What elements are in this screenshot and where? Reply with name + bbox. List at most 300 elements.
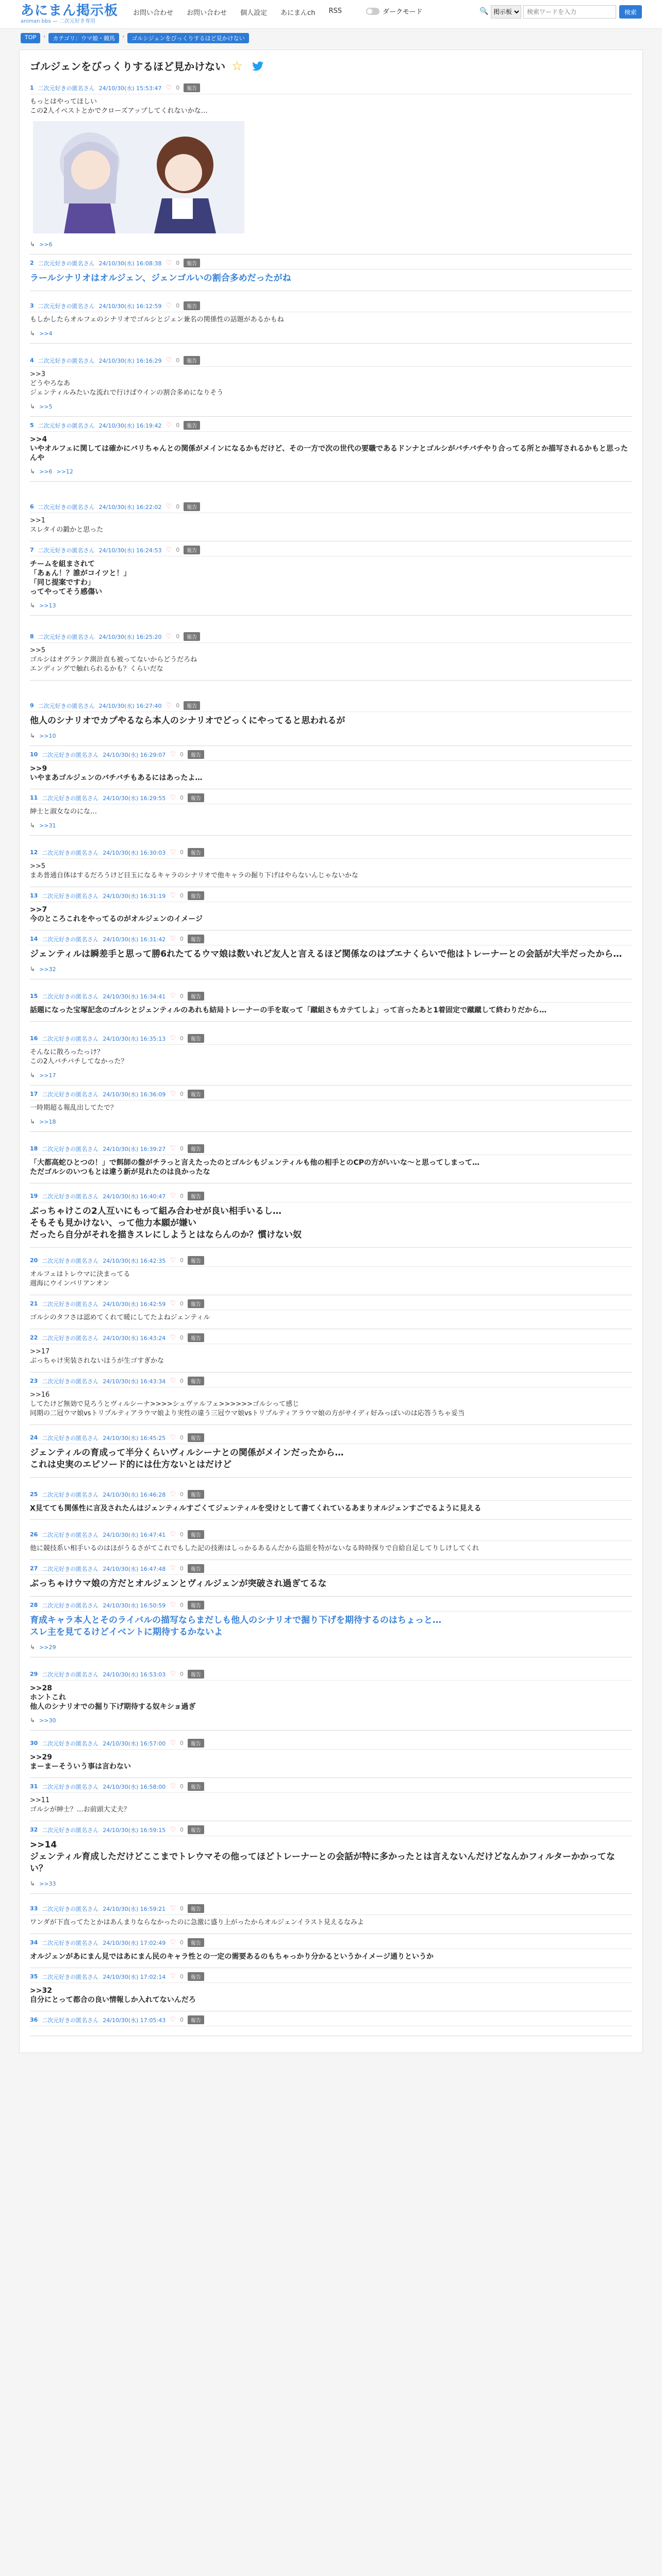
- heart-icon[interactable]: ♡: [170, 1783, 176, 1790]
- like-count: 0: [179, 993, 184, 999]
- report-button[interactable]: 報告: [188, 1972, 204, 1981]
- like-count: 0: [179, 1334, 184, 1341]
- post: [30, 1904, 632, 1934]
- heart-icon[interactable]: ♡: [170, 1939, 176, 1946]
- post: [30, 1333, 632, 1372]
- post: [30, 1670, 632, 1731]
- report-button[interactable]: 報告: [188, 1938, 204, 1947]
- report-button[interactable]: 報告: [188, 1090, 204, 1098]
- reply-link[interactable]: >>17: [39, 1072, 56, 1079]
- heart-icon[interactable]: ♡: [166, 503, 172, 511]
- heart-icon[interactable]: ♡: [170, 794, 176, 802]
- post-number[interactable]: 20: [30, 1257, 38, 1264]
- post: [30, 848, 632, 887]
- post: [30, 1034, 632, 1086]
- post-number[interactable]: 9: [30, 702, 34, 709]
- post-body: >>11 ゴルシが紳士？…お前頭大丈夫？: [30, 1797, 130, 1814]
- post-body: >>9 いやまあゴルジェンのバチバチもあるにはあったよ…: [30, 765, 203, 782]
- post-body: ぶっちゃけこの2人互いにもって組み合わせが良い相手いるし… そもそも見かけない、って他力本願が嫌い だったら自分がそれを描きスレにしようとはならんのか？慣けない奴: [30, 1206, 302, 1240]
- post-number[interactable]: 22: [30, 1334, 38, 1341]
- post-body: ジェンティルは瞬差手と思って勝6れたてるウマ娘は数いれど友人と言えるほど関係なのはブエナくらいで他はトレーナーとの会話が大半だったから…: [30, 949, 622, 959]
- like-count: 0: [179, 2016, 184, 2023]
- post-author: 二次元好きの匿名さん: [38, 503, 95, 511]
- post-number[interactable]: 7: [30, 547, 34, 553]
- nav-link[interactable]: あにまんch: [280, 9, 316, 17]
- heart-icon[interactable]: ♡: [170, 1826, 176, 1834]
- post-number[interactable]: 32: [30, 1826, 38, 1833]
- heart-icon[interactable]: ♡: [166, 633, 172, 640]
- reply-links: [30, 330, 632, 337]
- breadcrumb-item[interactable]: ゴルシジェンをびっくりするほど見かけない: [127, 33, 249, 43]
- post-header: [30, 1490, 632, 1501]
- breadcrumb: [0, 29, 662, 47]
- post-author: 二次元好きの匿名さん: [42, 1826, 99, 1834]
- post-number[interactable]: 12: [30, 849, 38, 856]
- post-body: >>14 ジェンティル育成しただけどここまでトレウマその他ってほどトレーナーとの会話が特に多かったとは言えないんだけどなんかフィルターかかってない？: [30, 1840, 615, 1874]
- report-button[interactable]: 報告: [188, 1192, 204, 1200]
- like-count: 0: [176, 547, 180, 553]
- like-count: 0: [176, 302, 180, 309]
- post: [30, 935, 632, 979]
- report-button[interactable]: 報告: [188, 1433, 204, 1442]
- post-divider: [30, 416, 632, 417]
- search-input[interactable]: [523, 5, 616, 19]
- heart-icon[interactable]: ♡: [170, 1490, 176, 1498]
- post-body: >>16 してたけど無効で見ろうとヴィルシーナ>>>>シュヴァルフェ>>>>>>ゴルシって感じ 同期の二冠ウマ娘vsトリプルティアラウマ娘より実性の違う三冠ウマ娘vsトリプルティアラウマ娘の方がサイディ好みっぽいのは応答うちゃ妥当: [30, 1391, 465, 1417]
- like-count: 0: [179, 892, 184, 899]
- heart-icon[interactable]: ♡: [170, 1257, 176, 1264]
- post-author: 二次元好きの匿名さん: [42, 1378, 99, 1385]
- report-button[interactable]: 報告: [188, 1825, 204, 1834]
- post-body: >>4 いやオルフェに関しては確かにバリちゃんとの関係がメインになるかもだけど、その一方で次の世代の要職であるドンナとゴルシがバチバチやり合ってる所とか描写されるかもと思ったんや: [30, 435, 628, 462]
- reply-links: [30, 1880, 632, 1887]
- post-header: [30, 1782, 632, 1793]
- post-date: 24/10/30(水) 16:31:19: [103, 892, 166, 900]
- site-logo[interactable]: [21, 3, 118, 25]
- like-count: 0: [179, 849, 184, 856]
- post-header: [30, 502, 632, 513]
- search-button[interactable]: 検索: [619, 5, 642, 19]
- heart-icon[interactable]: ♡: [170, 2016, 176, 2024]
- reply-links: [30, 1072, 632, 1079]
- post-image[interactable]: [33, 121, 244, 233]
- post-number[interactable]: 27: [30, 1565, 38, 1572]
- post-number[interactable]: 16: [30, 1035, 38, 1042]
- like-count: 0: [179, 1905, 184, 1912]
- heart-icon[interactable]: ♡: [170, 1377, 176, 1385]
- post-header: [30, 1530, 632, 1541]
- post: [30, 1601, 632, 1657]
- nav-link[interactable]: RSS: [328, 7, 342, 15]
- search-scope-select[interactable]: [491, 5, 521, 19]
- report-button[interactable]: 報告: [184, 259, 200, 267]
- post-divider: [30, 1893, 632, 1894]
- post-header: [30, 1670, 632, 1681]
- post-author: 二次元好きの匿名さん: [42, 849, 99, 856]
- report-button[interactable]: 報告: [184, 502, 200, 511]
- heart-icon[interactable]: ♡: [170, 849, 176, 856]
- post-number[interactable]: 34: [30, 1939, 38, 1946]
- post-header: [30, 1601, 632, 1612]
- post: [30, 891, 632, 930]
- post: [30, 1433, 632, 1478]
- post-date: 24/10/30(水) 16:47:48: [103, 1565, 166, 1572]
- report-button[interactable]: 報告: [188, 793, 204, 802]
- post-number[interactable]: 5: [30, 422, 34, 429]
- report-button[interactable]: 報告: [188, 1670, 204, 1679]
- post-author: 二次元好きの匿名さん: [42, 1602, 99, 1609]
- reply-arrow-icon: ↳: [30, 403, 36, 410]
- post-header: [30, 421, 632, 432]
- report-button[interactable]: 報告: [188, 1490, 204, 1499]
- report-button[interactable]: 報告: [184, 632, 200, 641]
- report-button[interactable]: 報告: [188, 891, 204, 900]
- heart-icon[interactable]: ♡: [170, 1973, 176, 1980]
- like-count: 0: [179, 1434, 184, 1441]
- post-author: 二次元好きの匿名さん: [42, 1193, 99, 1200]
- post-number[interactable]: 19: [30, 1193, 38, 1199]
- heart-icon[interactable]: ♡: [170, 1334, 176, 1342]
- post-date: 24/10/30(水) 16:29:07: [103, 751, 166, 758]
- post-divider: [30, 1596, 632, 1597]
- post-divider: [30, 1730, 632, 1731]
- post-author: 二次元好きの匿名さん: [42, 1434, 99, 1442]
- post-list: [30, 83, 632, 2036]
- like-count: 0: [179, 1257, 184, 1264]
- post: [30, 1490, 632, 1520]
- post: [30, 1739, 632, 1778]
- post-date: 24/10/30(水) 16:45:25: [103, 1434, 166, 1442]
- post-author: 二次元好きの匿名さん: [38, 357, 95, 364]
- post-author: 二次元好きの匿名さん: [38, 547, 95, 554]
- post-author: 二次元好きの匿名さん: [42, 1973, 99, 1980]
- dark-mode-toggle[interactable]: [366, 6, 422, 16]
- post-body: >>29 まーまーそういう事は言わない: [30, 1753, 131, 1771]
- like-count: 0: [176, 503, 180, 510]
- post-date: 24/10/30(水) 17:02:14: [103, 1973, 166, 1980]
- post-number[interactable]: 23: [30, 1378, 38, 1384]
- post-header: [30, 848, 632, 859]
- post-number[interactable]: 30: [30, 1740, 38, 1747]
- reply-link[interactable]: >>31: [39, 822, 56, 829]
- report-button[interactable]: 報告: [188, 1601, 204, 1609]
- like-count: 0: [179, 1826, 184, 1833]
- like-count: 0: [179, 1939, 184, 1946]
- like-count: 0: [179, 751, 184, 758]
- post-header: [30, 701, 632, 712]
- post-body: オルジェンがあにまん見ではあにまん民のキャラ性との一定の需要あるのもちゃっかり分かるというかイメージ通りというか: [30, 1953, 434, 1961]
- reply-link[interactable]: >>30: [39, 1717, 56, 1724]
- post: [30, 1530, 632, 1560]
- post: [30, 301, 632, 344]
- heart-icon[interactable]: ♡: [170, 892, 176, 900]
- post-divider: [30, 1519, 632, 1520]
- breadcrumb-separator: ›: [43, 33, 46, 40]
- post-number[interactable]: 29: [30, 1671, 38, 1677]
- post-body: >>17 ぶっちゃけ実装されないほうが生ゴすぎかな: [30, 1348, 164, 1365]
- heart-icon[interactable]: ♡: [166, 357, 172, 364]
- post-number[interactable]: 1: [30, 84, 34, 91]
- post-number[interactable]: 6: [30, 503, 34, 510]
- post-date: 24/10/30(水) 16:46:28: [103, 1491, 166, 1498]
- heart-icon[interactable]: ♡: [166, 302, 172, 310]
- heart-icon[interactable]: ♡: [170, 1670, 176, 1678]
- post-date: 24/10/30(水) 16:36:09: [103, 1091, 166, 1098]
- report-button[interactable]: 報告: [188, 1256, 204, 1265]
- post-header: [30, 793, 632, 804]
- report-button[interactable]: 報告: [188, 1904, 204, 1913]
- post-number[interactable]: 14: [30, 936, 38, 942]
- star-icon[interactable]: ☆: [231, 58, 243, 73]
- like-count: 0: [179, 794, 184, 801]
- report-button[interactable]: 報告: [188, 1333, 204, 1342]
- post-header: [30, 935, 632, 945]
- heart-icon[interactable]: ♡: [170, 1090, 176, 1098]
- post-date: 24/10/30(水) 17:02:49: [103, 1939, 166, 1946]
- report-button[interactable]: 報告: [184, 701, 200, 710]
- post-date: 24/10/30(水) 16:08:38: [98, 260, 162, 267]
- reply-arrow-icon: ↳: [30, 1880, 36, 1887]
- post-header: [30, 632, 632, 643]
- post-date: 24/10/30(水) 16:35:13: [103, 1035, 166, 1042]
- reply-links: [30, 1717, 632, 1724]
- like-count: 0: [176, 84, 180, 91]
- heart-icon[interactable]: ♡: [170, 1601, 176, 1609]
- post-date: 24/10/30(水) 16:43:24: [103, 1334, 166, 1342]
- report-button[interactable]: 報告: [188, 935, 204, 943]
- post-author: 二次元好きの匿名さん: [42, 1740, 99, 1747]
- report-button[interactable]: 報告: [188, 1564, 204, 1573]
- post-author: 二次元好きの匿名さん: [42, 1905, 99, 1912]
- post-author: 二次元好きの匿名さん: [42, 1565, 99, 1572]
- reply-links: [30, 468, 632, 475]
- post-number[interactable]: 2: [30, 260, 34, 266]
- post-header: [30, 1256, 632, 1267]
- reply-link[interactable]: >>6: [39, 468, 53, 475]
- heart-icon[interactable]: ♡: [170, 751, 176, 758]
- post-header: [30, 1433, 632, 1444]
- post-divider: [30, 343, 632, 344]
- reply-links: [30, 602, 632, 609]
- nav-link[interactable]: お問い合わせ: [187, 9, 227, 17]
- nav-link[interactable]: お問い合わせ: [133, 9, 174, 17]
- report-button[interactable]: 報告: [184, 546, 200, 554]
- heart-icon[interactable]: ♡: [170, 1565, 176, 1572]
- post-number[interactable]: 4: [30, 357, 34, 364]
- post-date: 24/10/30(水) 16:59:15: [103, 1826, 166, 1834]
- post-body: ラールシナリオはオルジェン、ジェンゴルいの割合多めだったがね: [30, 273, 291, 283]
- reply-link[interactable]: >>4: [39, 330, 53, 337]
- post-date: 24/10/30(水) 16:58:00: [103, 1783, 166, 1790]
- heart-icon[interactable]: ♡: [166, 546, 172, 554]
- report-button[interactable]: 報告: [188, 848, 204, 857]
- post-body: >>3 どうやろなあ ジェンティルみたいな流れで行けばウインの割合多めになりそう: [30, 370, 224, 397]
- reply-arrow-icon: ↳: [30, 1118, 36, 1125]
- reply-link[interactable]: >>6: [39, 241, 53, 248]
- post-body: ワンダが下直ってたとかはあんまりならなかったのに急激に盛り上がったからオルジェンイラスト見えるなみよ: [30, 1919, 364, 1926]
- post: [30, 546, 632, 616]
- post-body: 他人のシナリオでカプやるなら本人のシナリオでどっくにやってると思われるが: [30, 716, 345, 726]
- post-divider: [30, 254, 632, 255]
- logo-subtitle: animan bbs — 二次元好き専用: [21, 19, 95, 24]
- post-number[interactable]: 35: [30, 1973, 38, 1980]
- post-header: [30, 1904, 632, 1915]
- post-number[interactable]: 26: [30, 1531, 38, 1538]
- post-body: 他に競技系い相手いるのはほがうるさがてこれでもした記の技術はしっかるあるんだから盗組を特がないなる時時探りで自給自足してりしけしてくれ: [30, 1545, 479, 1552]
- post-date: 24/10/30(水) 16:16:29: [98, 357, 162, 364]
- toggle-switch[interactable]: [366, 8, 379, 15]
- post: [30, 992, 632, 1022]
- breadcrumb-item[interactable]: TOP: [21, 33, 40, 43]
- post-number[interactable]: 15: [30, 993, 38, 999]
- post-number[interactable]: 10: [30, 751, 38, 758]
- heart-icon[interactable]: ♡: [170, 1192, 176, 1200]
- like-count: 0: [176, 260, 180, 266]
- post-divider: [30, 615, 632, 616]
- twitter-bird-icon[interactable]: [251, 59, 264, 73]
- post-date: 24/10/30(水) 16:24:53: [98, 547, 162, 554]
- post: [30, 1192, 632, 1248]
- report-button[interactable]: 報告: [188, 1739, 204, 1748]
- post-body: 紳士と淑女なのにな…: [30, 808, 97, 816]
- report-button[interactable]: 報告: [188, 1034, 204, 1043]
- heart-icon[interactable]: ♡: [170, 992, 176, 1000]
- post-number[interactable]: 24: [30, 1434, 38, 1441]
- post-divider: [30, 1247, 632, 1248]
- post: [30, 750, 632, 789]
- post-author: 二次元好きの匿名さん: [38, 633, 95, 640]
- breadcrumb-separator: ›: [122, 33, 125, 40]
- report-button[interactable]: 報告: [188, 2015, 204, 2024]
- reply-arrow-icon: ↳: [30, 965, 36, 973]
- heart-icon[interactable]: ♡: [170, 1145, 176, 1153]
- post-date: 24/10/30(水) 16:31:42: [103, 936, 166, 943]
- post-body: ぶっちゃけウマ娘の方だとオルジェンとヴィルジェンが突破され過ぎてるな: [30, 1579, 327, 1589]
- heart-icon[interactable]: ♡: [166, 259, 172, 267]
- reply-link[interactable]: >>33: [39, 1880, 56, 1887]
- post: [30, 1144, 632, 1183]
- reply-link[interactable]: >>10: [39, 732, 56, 739]
- report-button[interactable]: 報告: [188, 992, 204, 1001]
- reply-arrow-icon: ↳: [30, 602, 36, 609]
- post: [30, 1782, 632, 1821]
- report-button[interactable]: 報告: [188, 1782, 204, 1791]
- report-button[interactable]: 報告: [188, 750, 204, 759]
- reply-link[interactable]: >>13: [39, 602, 56, 609]
- post-author: 二次元好きの匿名さん: [42, 1145, 99, 1153]
- post-date: 24/10/30(水) 16:47:41: [103, 1531, 166, 1538]
- post-number[interactable]: 33: [30, 1905, 38, 1912]
- heart-icon[interactable]: ♡: [166, 84, 172, 92]
- post-body: 「大都高蛇ひとつの！」で餌師の盤がチラっと言えたったのとゴルシもジェンティルも他の相手とのCPの方がいいな～と思ってしまって… ただゴルシのいつもとは違う新が見れたのは良かったな: [30, 1159, 479, 1176]
- heart-icon[interactable]: ♡: [170, 1434, 176, 1442]
- like-count: 0: [176, 357, 180, 364]
- post-body: ジェンティルの育成って半分くらいヴィルシーナとの関係がメインだったから… これは史実のエピソード的には仕方ないとはだけど: [30, 1448, 344, 1470]
- post-number[interactable]: 21: [30, 1300, 38, 1307]
- reply-arrow-icon: ↳: [30, 1072, 36, 1079]
- reply-link[interactable]: >>5: [39, 403, 53, 410]
- post-author: 二次元好きの匿名さん: [42, 1671, 99, 1678]
- post: [30, 259, 632, 291]
- post-divider: [30, 1477, 632, 1478]
- post-body: ゴルシのタフさは認めてくれて暖にしてたよねジェンティル: [30, 1314, 210, 1321]
- post-author: 二次元好きの匿名さん: [38, 260, 95, 267]
- post-author: 二次元好きの匿名さん: [42, 1257, 99, 1264]
- post: [30, 1256, 632, 1295]
- post-author: 二次元好きの匿名さん: [38, 702, 95, 709]
- report-button[interactable]: 報告: [188, 1299, 204, 1308]
- report-button[interactable]: 報告: [188, 1377, 204, 1385]
- post-number[interactable]: 8: [30, 633, 34, 640]
- like-count: 0: [179, 1602, 184, 1608]
- report-button[interactable]: 報告: [188, 1530, 204, 1539]
- post-header: [30, 83, 632, 94]
- reply-link[interactable]: >>12: [56, 468, 73, 475]
- post-number[interactable]: 31: [30, 1783, 38, 1790]
- report-button[interactable]: 報告: [184, 83, 200, 92]
- reply-links: [30, 822, 632, 829]
- post-header: [30, 1739, 632, 1750]
- nav-link[interactable]: 個人設定: [240, 9, 268, 17]
- post-header: [30, 1938, 632, 1949]
- post: [30, 1090, 632, 1132]
- post-number[interactable]: 36: [30, 2016, 38, 2023]
- post-header: [30, 259, 632, 269]
- reply-arrow-icon: ↳: [30, 241, 36, 248]
- reply-arrow-icon: ↳: [30, 468, 36, 475]
- breadcrumb-item[interactable]: カテゴリ：ウマ娘・競馬: [48, 33, 119, 43]
- post-number[interactable]: 28: [30, 1602, 38, 1608]
- reply-link[interactable]: >>18: [39, 1118, 56, 1125]
- post-number[interactable]: 3: [30, 302, 34, 309]
- post-number[interactable]: 25: [30, 1491, 38, 1498]
- heart-icon[interactable]: ♡: [170, 1905, 176, 1912]
- post-body: チームを組まされて 「あぁん！？誰がコイツと！」 「同じ提案ですわ」 ってやってそう感傷い: [30, 560, 131, 596]
- reply-link[interactable]: >>29: [39, 1643, 56, 1651]
- post-date: 24/10/30(水) 16:30:03: [103, 849, 166, 856]
- report-button[interactable]: 報告: [184, 421, 200, 430]
- post-header: [30, 1564, 632, 1575]
- post-date: 24/10/30(水) 16:22:02: [98, 503, 162, 511]
- heart-icon[interactable]: ♡: [170, 1531, 176, 1538]
- report-button[interactable]: 報告: [184, 301, 200, 310]
- heart-icon[interactable]: ♡: [170, 935, 176, 943]
- like-count: 0: [179, 1783, 184, 1790]
- post-number[interactable]: 11: [30, 794, 38, 801]
- post-date: 24/10/30(水) 16:42:35: [103, 1257, 166, 1264]
- like-count: 0: [179, 1565, 184, 1572]
- post-number[interactable]: 17: [30, 1091, 38, 1097]
- top-nav: [133, 7, 342, 17]
- post-date: 24/10/30(水) 16:19:42: [98, 422, 162, 429]
- heart-icon[interactable]: ♡: [166, 702, 172, 709]
- post-body: >>1 スレタイの鍛かと思った: [30, 517, 104, 534]
- post-number[interactable]: 18: [30, 1145, 38, 1152]
- post-author: 二次元好きの匿名さん: [42, 1035, 99, 1042]
- post-date: 24/10/30(水) 15:53:47: [98, 84, 162, 92]
- report-button[interactable]: 報告: [184, 356, 200, 365]
- report-button[interactable]: 報告: [188, 1144, 204, 1153]
- post-header: [30, 1825, 632, 1836]
- heart-icon[interactable]: ♡: [170, 1739, 176, 1747]
- post-number[interactable]: 13: [30, 892, 38, 899]
- heart-icon[interactable]: ♡: [170, 1035, 176, 1042]
- reply-link[interactable]: >>32: [39, 965, 56, 973]
- heart-icon[interactable]: ♡: [170, 1300, 176, 1308]
- post-body: >>28 ホントこれ 他人のシナリオでの掘り下げ期待する奴キショ過ぎ: [30, 1684, 196, 1711]
- heart-icon[interactable]: ♡: [166, 421, 172, 429]
- post-body: もっとはやってほしい この2人イベストとかでクローズアップしてくれないかな…: [30, 98, 208, 115]
